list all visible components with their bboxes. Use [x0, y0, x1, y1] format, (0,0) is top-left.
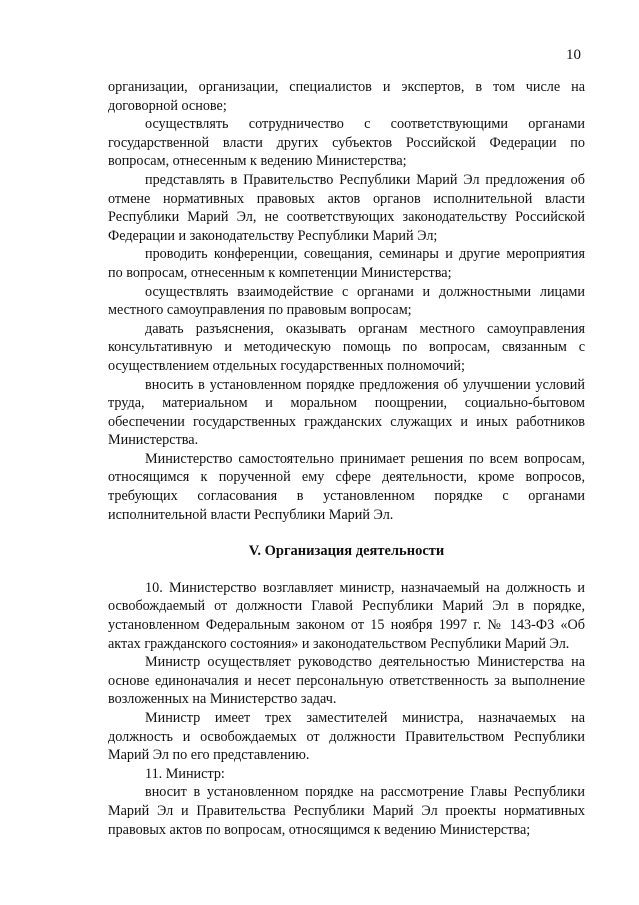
paragraph: Министр осуществляет руководство деятельностью Министерства на основе единоначалия и несет персональную ответственность за выполнение возложенных на Министерство задач. — [108, 654, 585, 708]
paragraph: Министр имеет трех заместителей министра, назначаемых на должность и освобождаемых от должности Правительством Республики Марий Эл по его представлению. — [108, 710, 585, 764]
paragraph: осуществлять сотрудничество с соответствующими органами государственной власти других субъектов Российской Федерации по вопросам, отнесенным к ведению Министерства; — [108, 116, 585, 170]
paragraph: 10. Министерство возглавляет министр, назначаемый на должность и освобождаемый от должности Главой Республики Марий Эл в порядке, установленном Федеральным законом от 15 ноября 1997 г. № 143-ФЗ «Об актах гражданского состояния» и законодательством Республики Марий Эл. — [108, 579, 585, 652]
paragraph: Министерство самостоятельно принимает решения по всем вопросам, относящимся к порученной ему сфере деятельности, кроме вопросов, требующих согласования в установленном порядке с органами исполнительной власти Республики Марий Эл. — [108, 450, 585, 523]
section-heading: V. Организация деятельности — [248, 543, 445, 560]
paragraph: вносить в установленном порядке предложения об улучшении условий труда, материальном и моральном поощрении, социально-бытовом обеспечении государственных гражданских служащих и иных работников Министерства. — [108, 376, 585, 449]
paragraph: вносит в установленном порядке на рассмотрение Главы Республики Марий Эл и Правительства Республики Марий Эл проекты нормативных правовых актов по вопросам, относящимся к ведению Министерства; — [108, 784, 585, 838]
paragraph: давать разъяснения, оказывать органам местного самоуправления консультативную и методическую помощь по вопросам, связанным с осуществлением отдельных государственных полномочий; — [108, 320, 585, 374]
paragraph: проводить конференции, совещания, семинары и другие мероприятия по вопросам, отнесенным к компетенции Министерства; — [108, 246, 585, 281]
paragraph: организации, организации, специалистов и экспертов, в том числе на договорной основе; — [108, 79, 585, 114]
page-number: 10 — [566, 47, 581, 63]
paragraph: осуществлять взаимодействие с органами и должностными лицами местного самоуправления по правовым вопросам; — [108, 283, 585, 319]
document-body — [108, 78, 585, 839]
paragraph: 11. Министр: — [145, 765, 225, 782]
paragraph: представлять в Правительство Республики Марий Эл предложения об отмене нормативных правовых актов органов исполнительной власти Республики Марий Эл, не соответствующих законодательству Российской Федерации и законодательству Республики Марий Эл; — [108, 171, 585, 244]
